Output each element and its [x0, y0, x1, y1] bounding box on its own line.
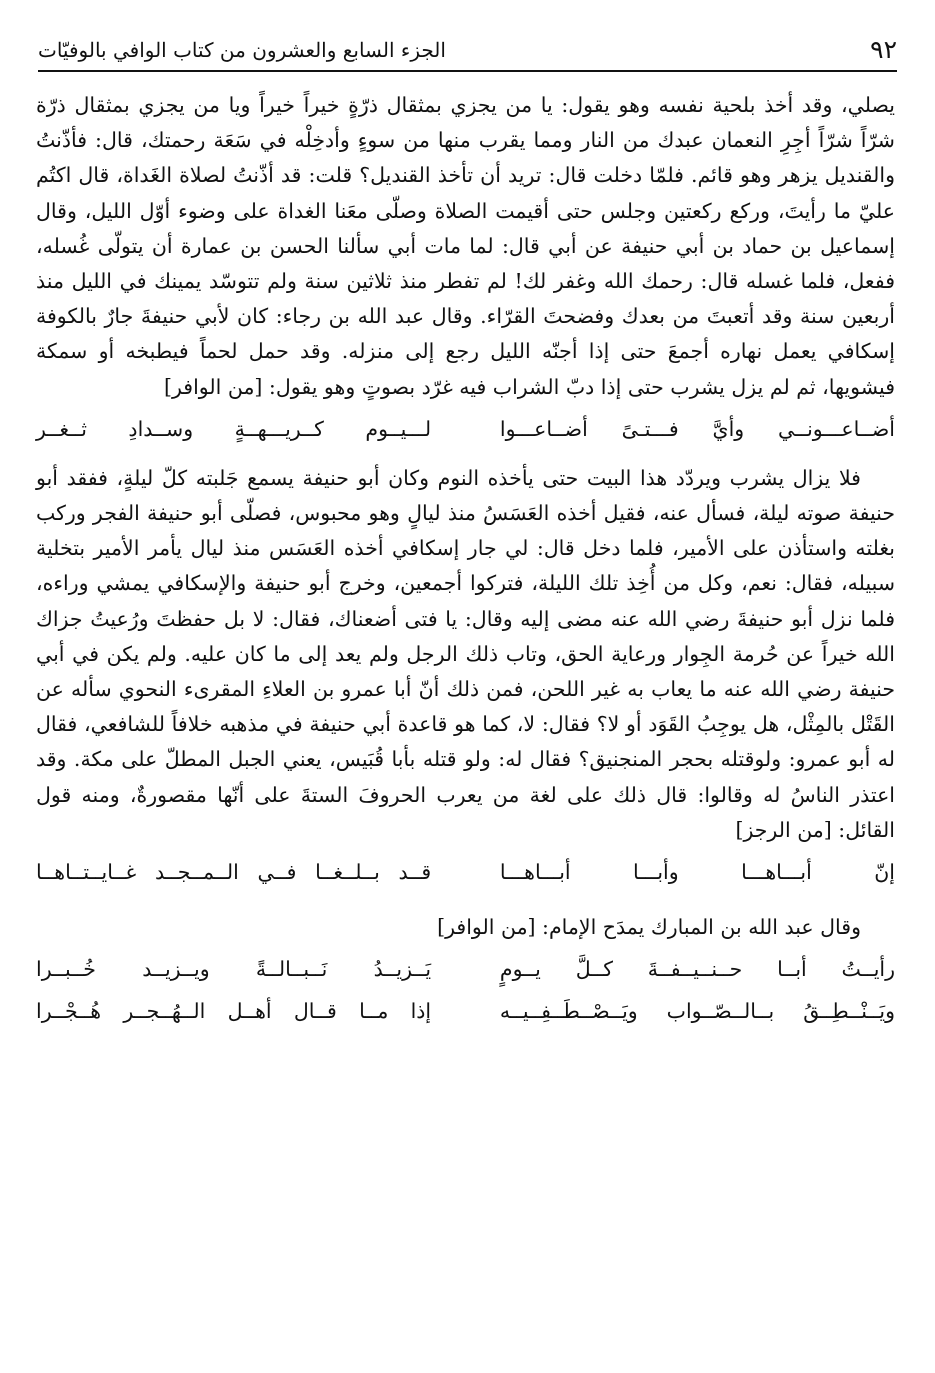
verse-first-hemistich: رأيــتُ أبــا حــنــيــفــةَ كــلَّ يــومٍ	[499, 957, 895, 982]
page-number: ٩٢	[870, 35, 897, 64]
verse-second-hemistich: قــد بــلــغــا فــي الــمــجــد غــايــتــاهــا	[36, 860, 432, 885]
paragraph: يصلي، وقد أخذ بلحية نفسه وهو يقول: يا من يجزي بمثقال ذرّةٍ خيراً خيراً ويا من يجزي بمثقال ذرّة شرّاً شرّاً أجِرِ النعمان عبدك من النار ومما يقرب منها من سوءٍ وأدخِلْه في سَعَة رحمتك، قال: فأذّنتُ والقنديل يزهر وهو قائم. فلمّا دخلت قال: تريد أن تأخذ القنديل؟ قلت: قد أذّنتُ لصلاة الغَداة، قال اكتُم عليّ ما رأيتَ، وركع ركعتين وجلس حتى أقيمت الصلاة وصلّى معَنا الغداة على وضوء أوّل الليل، وقال إسماعيل بن حماد بن أبي حنيفة عن أبي قال: لما مات أبي سألنا الحسن بن عمارة أن يتولّى غُسله، ففعل، فلما غسله قال: رحمك الله وغفر لك! لم تفطر منذ ثلاثين سنة ولم تتوسّد يمينك في الليل منذ أربعين سنة وقد أتعبتَ من بعدك وفضحتَ القرّاء. وقال عبد الله بن رجاء: كان لأبي حنيفةَ جارٌ بالكوفة إسكافي يعمل نهاره أجمعَ حتى إذا أجنّه الليل رجع إلى منزله. وقد حمل لحماً فيطبخه أو سمكة فيشويها، ثم لم يزل يشرب حتى إذا دبّ الشراب فيه غرّد بصوتٍ وهو يقول: [من الوافر]	[36, 93, 895, 399]
poetry-verse	[36, 854, 895, 890]
verse-first-hemistich: أضــاعـــونــي وأيَّ فـــتـىً أضــاعـــوا	[499, 416, 895, 441]
poetry-verse	[36, 411, 895, 447]
poetry-verse	[36, 993, 895, 1029]
verse-second-hemistich: إذا مــا قــال أهــل الــهُــجــر هُــجْــرا	[36, 999, 432, 1024]
verse-first-hemistich: ويَــنْــطِــقُ بــالــصّــواب ويَــصْــطَــفِــيــه	[499, 999, 895, 1024]
page-body	[36, 88, 895, 1035]
verse-second-hemistich: يَــزيــدُ نَــبــالــةً ويــزيــد خُــبــرا	[36, 957, 432, 982]
paragraph: وقال عبد الله بن المبارك يمدَح الإمام: [من الوافر]	[437, 915, 861, 940]
running-title: الجزء السابع والعشرون من كتاب الوافي بالوفيّات	[38, 38, 446, 62]
poetry-verse	[36, 951, 895, 987]
paragraph: فلا يزال يشرب ويردّد هذا البيت حتى يأخذه النوم وكان أبو حنيفة يسمع جَلبته كلّ ليلةٍ، ففقد أبو حنيفة صوته ليلة، فسأل عنه، فقيل أخذه العَسَسُ منذ ليالٍ وهو محبوس، فصلّى أبو حنيفة الفجر وركب بغلته واستأذن على الأمير، فلما دخل قال: لي جار إسكافي أخذه العَسَس منذ ليال يأمر الأمير بتخلية سبيله، فقال: نعم، وكل من أُخِذ تلك الليلة، فتركوا أجمعين، وخرج أبو حنيفة والإسكافي يمشي وراءه، فلما نزل أبو حنيفةَ رضي الله عنه مضى إليه وقال: يا فتى أضعناك، فقال: لا بل حفظتَ ورُعيتُ جزاك الله خيراً عن حُرمة الجِوار ورعاية الحق، وتاب ذلك الرجل ولم يعد إلى ما كان عليه. ولم يكن في أبي حنيفة رضي الله عنه ما يعاب به غير اللحن، فمن ذلك أنّ أبا عمرو بن العلاءِ المقرىء النحوي سأله عن القَتْل بالمِثْل، هل يوجِبُ القَوَد أو لا؟ فقال: لا، كما هو قاعدة أبي حنيفة في مذهبه خلافاً للشافعي، فقال له أبو عمرو: ولوقتله بحجر المنجنيق؟ فقال له: ولو قتله بأبا قُبَيس، يعني الجبل المطلّ على مكة. وقد اعتذر الناسُ له وقالوا: قال ذلك على لغة من يعرب الحروفَ الستةَ على أنّها مقصورةٌ، ومنه قول القائل: [من الرجز]	[36, 465, 895, 842]
verse-first-hemistich: إنّ أبـــاهـــا وأبـــا أبـــاهـــا	[499, 860, 895, 885]
page-header	[38, 24, 897, 72]
verse-second-hemistich: لـــيــوم كــريـــهــةٍ وســدادِ ثــغــر	[36, 416, 432, 441]
